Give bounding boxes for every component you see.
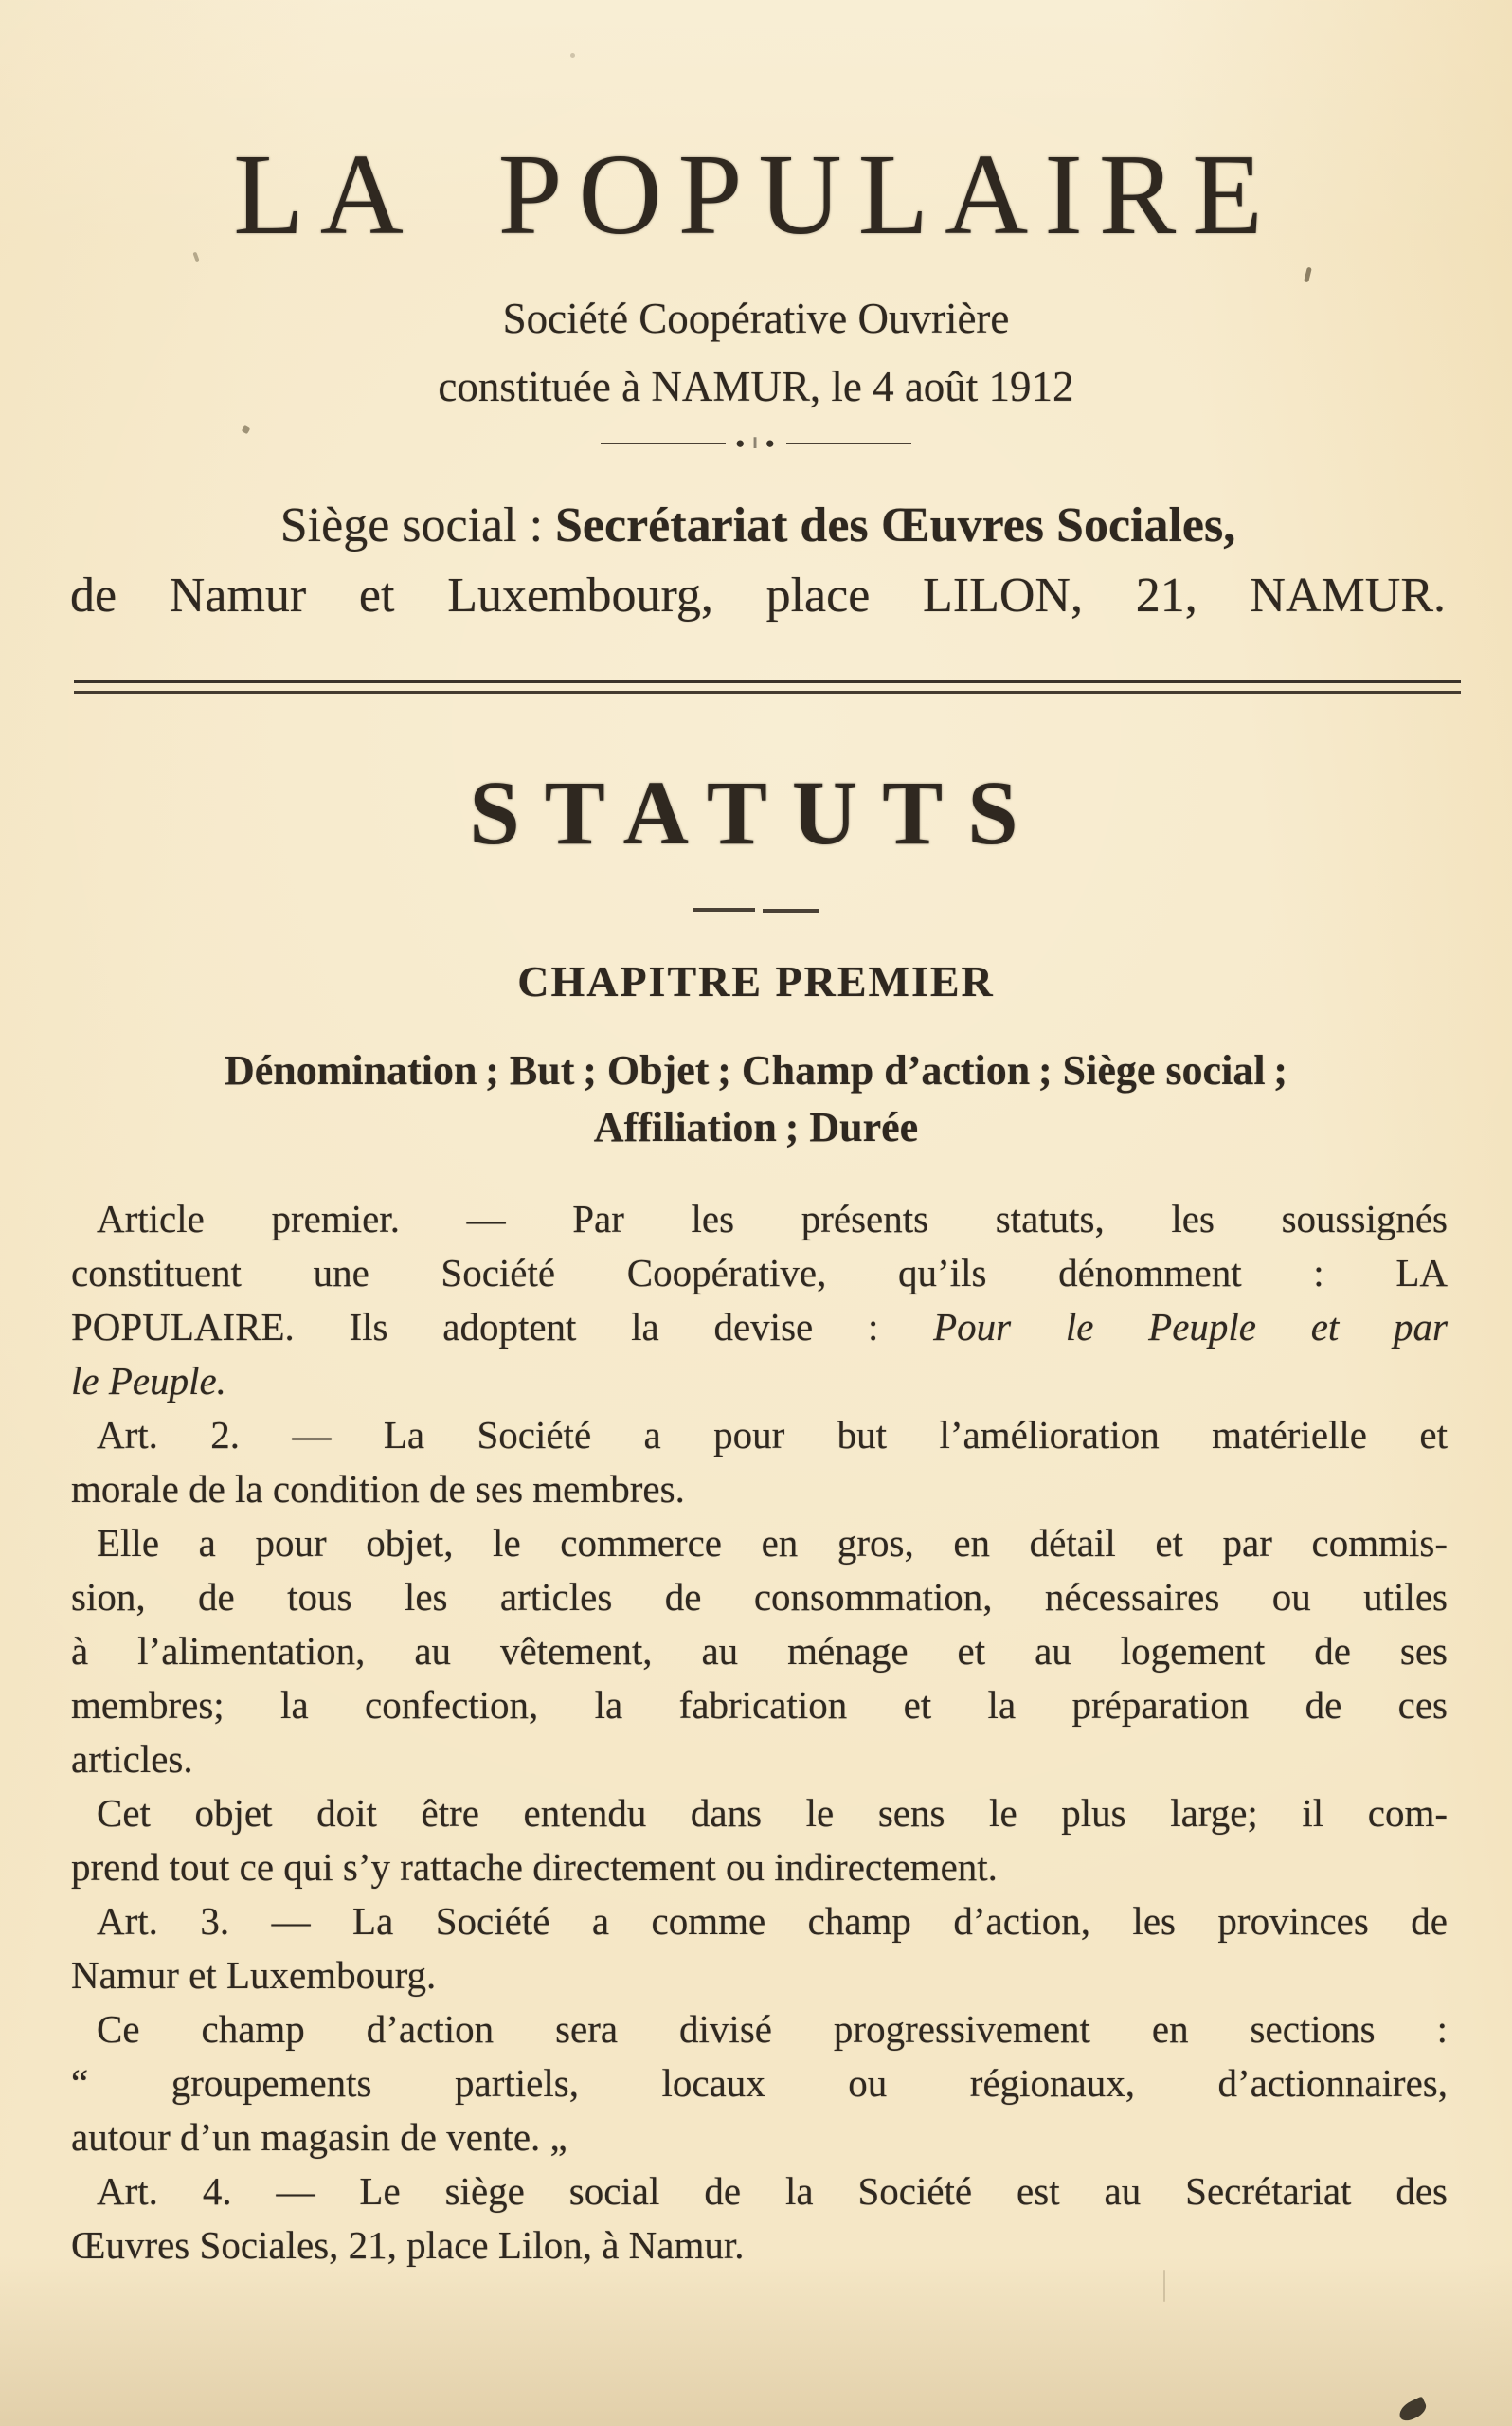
subheading-line-2: Affiliation ; Durée — [593, 1104, 919, 1150]
body-line: “ groupements partiels, locaux ou régionaux, d’actionnaires, — [71, 2061, 1448, 2105]
divider-ornament: ● ‖ ● — [735, 434, 777, 452]
body-line: sion, de tous les articles de consommation, nécessaires ou utiles — [71, 1575, 1448, 1619]
body-line: Namur et Luxembourg. — [71, 1953, 437, 1997]
scan-artifact — [192, 252, 199, 263]
scan-artifact — [570, 53, 575, 58]
body-line: Elle a pour objet, le commerce en gros, en détail et par commis- — [97, 1521, 1448, 1565]
scan-artifact — [242, 425, 251, 435]
scan-artifact — [1163, 2270, 1165, 2302]
body-line: Article premier. — Par les présents statuts, les soussignés — [97, 1197, 1448, 1240]
body-line: Œuvres Sociales, 21, place Lilon, à Namur. — [71, 2223, 745, 2267]
body-line: Art. 2. — La Société a pour but l’amélioration matérielle et — [97, 1413, 1448, 1457]
body-line: Art. 3. — La Société a comme champ d’action, les provinces de — [97, 1899, 1448, 1943]
siege-secretariat: Secrétariat des Œuvres Sociales, — [555, 498, 1236, 552]
scan-artifact — [1304, 267, 1312, 283]
subtitle-line-2: constituée à NAMUR, le 4 août 1912 — [438, 363, 1074, 410]
body-line: le Peuple. — [71, 1359, 226, 1403]
chapter-heading: CHAPITRE PREMIER — [517, 957, 995, 1005]
double-rule-divider — [74, 680, 1461, 694]
body-line: prend tout ce qui s’y rattache directement ou indirectement. — [71, 1845, 998, 1889]
statuts-heading: STATUTS — [469, 762, 1043, 863]
siege-line-2: de Namur et Luxembourg, place LILON, 21, NAMUR. — [70, 569, 1446, 623]
body-line: Art. 4. — Le siège social de la Société est au Secrétariat des — [97, 2169, 1448, 2213]
body-text — [71, 1192, 1448, 2272]
divider-line-left — [601, 443, 726, 444]
body-line: membres; la confection, la fabrication et la préparation de ces — [71, 1683, 1448, 1727]
ornament-divider — [0, 434, 1512, 453]
body-line: constituent une Société Coopérative, qu’ils dénomment : LA — [71, 1251, 1448, 1294]
siege-line-1 — [70, 491, 1446, 561]
subheading-line-1: Dénomination ; But ; Objet ; Champ d’action ; Siège social ; — [225, 1047, 1287, 1094]
broken-rule-right — [763, 909, 819, 913]
body-line: POPULAIRE. Ils adoptent la devise : Pour le Peuple et par — [71, 1305, 1449, 1349]
body-line: articles. — [71, 1737, 193, 1781]
document-title: LA POPULAIRE — [233, 131, 1279, 259]
document-subtitle — [0, 284, 1512, 421]
siege-label: Siège social : — [279, 498, 556, 552]
body-line: morale de la condition de ses membres. — [71, 1467, 685, 1511]
broken-rule-divider — [0, 909, 1512, 913]
divider-line-right — [786, 443, 911, 444]
body-line: à l’alimentation, au vêtement, au ménage et au logement de ses — [71, 1629, 1448, 1673]
broken-rule-left — [693, 908, 755, 912]
subtitle-line-1: Société Coopérative Ouvrière — [502, 295, 1010, 342]
chapter-subheading — [0, 1042, 1512, 1156]
body-line: Ce champ d’action sera divisé progressivement en sections : — [97, 2007, 1448, 2051]
body-line: Cet objet doit être entendu dans le sens le plus large; il com- — [97, 1791, 1448, 1835]
body-line: autour d’un magasin de vente. „ — [71, 2115, 567, 2159]
siege-social-block — [70, 491, 1446, 631]
scan-artifact — [1396, 2397, 1430, 2424]
